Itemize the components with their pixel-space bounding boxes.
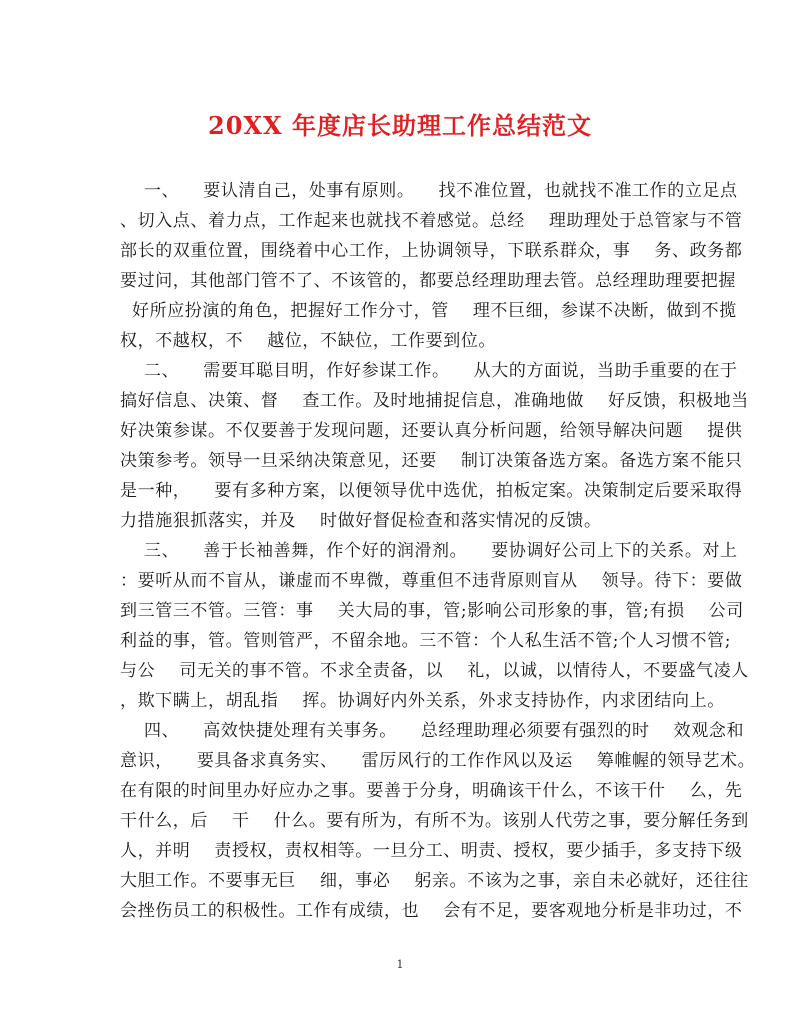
body-line: 是一种， 要有多种方案，以便领导优中选优，拍板定案。决策制定后要采取得 — [120, 481, 743, 501]
page-number: 1 — [396, 958, 404, 971]
document-title: 20XX 年度店长助理工作总结范文 — [208, 111, 592, 140]
body-line: ，欺下瞒上，胡乱指 挥。协调好内外关系，外求支持协作，内求团结向上。 — [120, 691, 725, 711]
body-line: 搞好信息、决策、督 查工作。及时地捕捉信息，准确地做 好反馈，积极地当 — [120, 391, 749, 411]
body-line: 人，并明 责授权，责权相等。一旦分工、明责、授权，要少插手，多支持下级 — [120, 841, 743, 861]
body-line: 大胆工作。不要事无巨 细，事必 躬亲。不该为之事，亲自未必就好，还往往 — [120, 871, 749, 891]
body-line: 权，不越权，不 越位，不缺位，工作要到位。 — [120, 331, 497, 351]
body-line: 力措施狠抓落实，并及 时做好督促检查和落实情况的反馈。 — [120, 511, 602, 531]
body-line: 与公 司无关的事不管。不求全责备，以 礼，以诚，以情待人，不要盛气凌人 — [120, 661, 749, 681]
body-line: 、切入点、着力点，工作起来也就找不着感觉。总经 理助理处于总管家与不管 — [120, 211, 743, 231]
body-line: 部长的双重位置，围绕着中心工作，上协调领导，下联系群众，事 务、政务都 — [120, 241, 743, 261]
body-line: 利益的事，管。管则管严，不留余地。三不管：个人私生活不管;个人习惯不管; — [120, 631, 732, 651]
body-line: 二、 需要耳聪目明，作好参谋工作。 从大的方面说，当助手重要的在于 — [120, 361, 738, 381]
body-line: 会挫伤员工的积极性。工作有成绩，也 会有不足，要客观地分析是非功过，不 — [120, 901, 743, 921]
body-line: 好所应扮演的角色，把握好工作分寸，管 理不巨细，参谋不决断，做到不揽 — [120, 301, 737, 321]
body-line: 在有限的时间里办好应办之事。要善于分身，明确该干什么，不该干什 么，先 — [120, 781, 743, 801]
body-line: 意识， 要具备求真务实、 雷厉风行的工作作风以及运 筹帷幄的领导艺术。 — [120, 751, 756, 771]
body-line: 好决策参谋。不仅要善于发现问题，还要认真分析问题，给领导解决问题 提供 — [120, 421, 743, 441]
body-line: 要过问，其他部门管不了、不该管的，都要总经理助理去管。总经理助理要把握 — [120, 271, 736, 291]
body-line: 四、 高效快捷处理有关事务。 总经理助理必须要有强烈的时 效观念和 — [120, 721, 745, 741]
body-line: 一、 要认清自己，处事有原则。 找不准位置，也就找不准工作的立足点 — [120, 181, 738, 201]
document-body — [120, 176, 756, 926]
body-line: 决策参考。领导一旦采纳决策意见，还要 制订决策备选方案。备选方案不能只 — [120, 451, 743, 471]
body-line: 三、 善于长袖善舞，作个好的润滑剂。 要协调好公司上下的关系。对上 — [120, 541, 738, 561]
body-line: ：要听从而不盲从，谦虚而不卑微，尊重但不违背原则盲从 领导。待下：要做 — [120, 571, 743, 591]
body-line: 干什么，后 干 什么。要有所为，有所不为。该别人代劳之事，要分解任务到 — [120, 811, 749, 831]
body-line: 到三管三不管。三管：事 关大局的事，管;影响公司形象的事，管;有损 公司 — [120, 601, 744, 621]
